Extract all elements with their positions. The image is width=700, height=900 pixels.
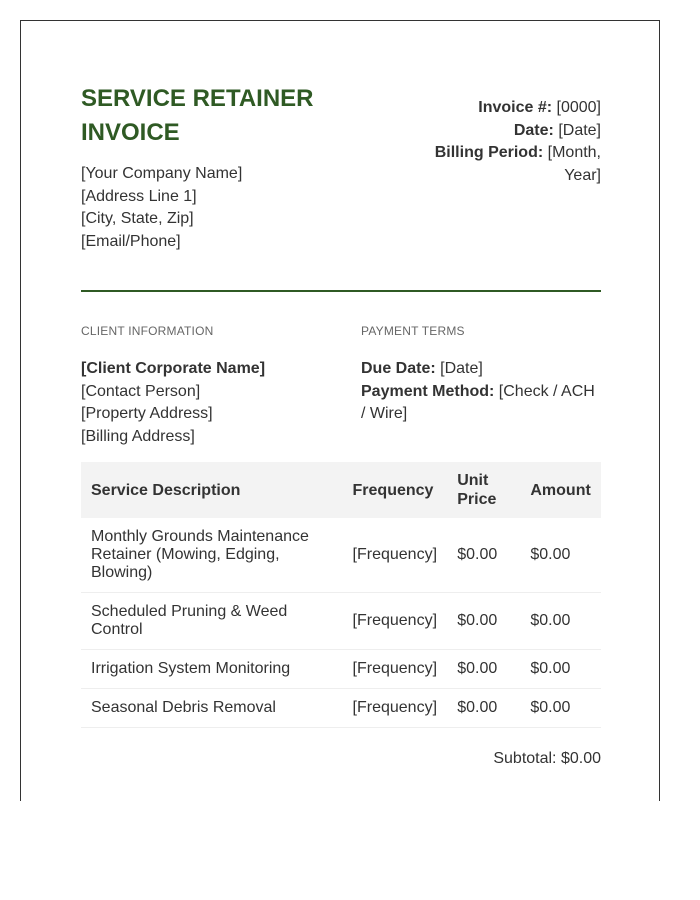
service-frequency: [Frequency] — [343, 650, 448, 689]
table-row — [81, 593, 601, 650]
service-amount: $0.00 — [520, 689, 601, 728]
table-row — [81, 650, 601, 689]
service-amount: $0.00 — [520, 593, 601, 650]
client-billing-address: [Billing Address] — [81, 427, 195, 445]
invoice-title: SERVICE RETAINER INVOICE — [81, 85, 314, 146]
service-description-column: Service Description — [91, 481, 241, 499]
payment-method-value: [Check / ACH / Wire] — [361, 382, 595, 422]
invoice-number-label: Invoice #: — [478, 99, 553, 116]
service-unit-price: $0.00 — [447, 650, 520, 689]
services-header-row — [81, 462, 601, 518]
subtotal-line — [81, 748, 601, 770]
due-date-value: [Date] — [440, 360, 483, 377]
company-city-state-zip: [City, State, Zip] — [81, 210, 194, 227]
service-unit-price: $0.00 — [447, 593, 520, 650]
service-description: Scheduled Pruning & Weed Control — [81, 593, 343, 650]
amount-column: Amount — [530, 481, 591, 499]
invoice-number-line — [426, 97, 601, 120]
company-block — [81, 81, 341, 253]
service-frequency: [Frequency] — [343, 593, 448, 650]
service-description: Irrigation System Monitoring — [81, 650, 343, 689]
invoice-number-value: [0000] — [556, 99, 601, 116]
client-property-address: [Property Address] — [81, 405, 213, 422]
payment-method-line — [361, 381, 601, 426]
invoice-header — [81, 81, 601, 292]
unit-price-column: Unit Price — [457, 472, 497, 508]
invoice-content — [81, 81, 601, 770]
company-address-line-1: [Address Line 1] — [81, 187, 197, 205]
services-table-header — [81, 462, 601, 518]
company-name: [Your Company Name] — [81, 165, 243, 182]
subtotal-value: $0.00 — [560, 750, 601, 767]
services-table — [81, 462, 601, 728]
payment-terms-heading: PAYMENT TERMS — [361, 324, 465, 338]
service-description: Seasonal Debris Removal — [81, 689, 343, 728]
subtotal-label: Subtotal: — [493, 750, 557, 767]
payment-terms — [361, 324, 601, 426]
invoice-page — [20, 20, 660, 801]
invoice-info-section — [81, 292, 601, 462]
services-table-body — [81, 518, 601, 728]
service-amount: $0.00 — [520, 650, 601, 689]
company-details — [81, 163, 341, 253]
payment-method-label: Payment Method: — [361, 382, 495, 400]
client-information-heading: CLIENT INFORMATION — [81, 324, 214, 338]
billing-period-value: [Month, Year] — [547, 144, 601, 184]
table-row — [81, 689, 601, 728]
client-corporate-name: [Client Corporate Name] — [81, 360, 266, 377]
frequency-column: Frequency — [352, 481, 434, 499]
service-unit-price: $0.00 — [447, 518, 520, 593]
company-email-phone: [Email/Phone] — [81, 232, 181, 250]
invoice-date-label: Date: — [513, 121, 554, 139]
billing-period-line — [426, 142, 601, 187]
billing-period-label: Billing Period: — [434, 144, 544, 161]
service-frequency: [Frequency] — [343, 689, 448, 728]
service-amount: $0.00 — [520, 518, 601, 593]
invoice-date-line — [426, 120, 601, 143]
due-date-label: Due Date: — [361, 360, 436, 377]
invoice-date-value: [Date] — [558, 121, 601, 139]
client-contact-person: [Contact Person] — [81, 382, 201, 400]
service-unit-price: $0.00 — [447, 689, 520, 728]
due-date-line — [361, 358, 601, 381]
client-information — [81, 324, 321, 448]
service-frequency: [Frequency] — [343, 518, 448, 593]
table-row — [81, 518, 601, 593]
service-description: Monthly Grounds Maintenance Retainer (Mowing, Edging, Blowing) — [81, 518, 343, 593]
invoice-meta — [426, 97, 601, 187]
